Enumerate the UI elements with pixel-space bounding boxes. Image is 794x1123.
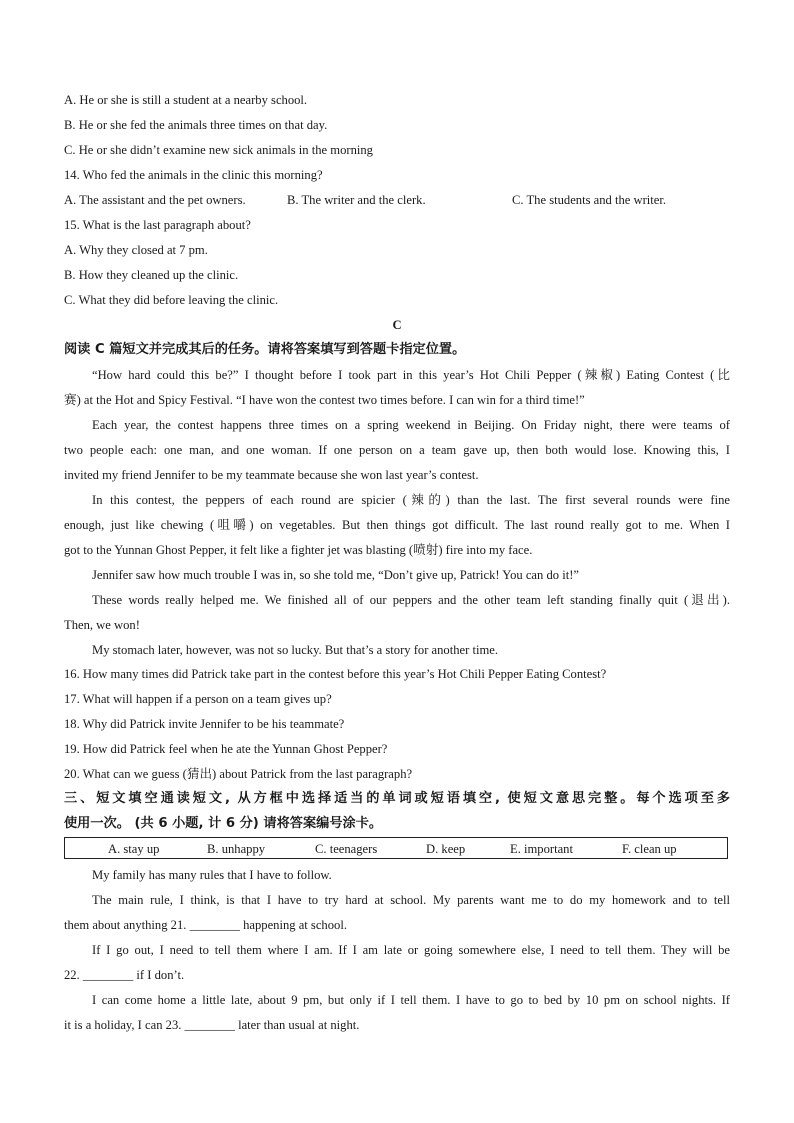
question-17: 17. What will happen if a person on a team gives up? — [64, 692, 332, 706]
q14-option-c: C. The students and the writer. — [512, 193, 667, 207]
q14-option-a: A. The assistant and the pet owners. — [64, 193, 246, 207]
passage-line: “How hard could this be?” I thought before I took part in this year’s Hot Chili Pepper (辣椒) Eating Contest (比 — [92, 368, 730, 382]
q14-option-b: B. The writer and the clerk. — [287, 193, 426, 207]
passage-line: In this contest, the peppers of each round are spicier (辣的) than the last. The first several rounds were fine — [92, 493, 730, 507]
passage-line: invited my friend Jennifer to be my teammate because she won last year’s contest. — [64, 468, 479, 482]
passage-line: two people each: one man, and one woman. If one person on a team gave up, then both would lose. Knowing this, I — [64, 443, 730, 457]
question-16: 16. How many times did Patrick take part in the contest before this year’s Hot Chili Pepper Eating Contest? — [64, 667, 607, 681]
section-c-instruction: 阅读 C 篇短文并完成其后的任务。请将答案填写到答题卡指定位置。 — [64, 342, 466, 357]
q15-option-b: B. How they cleaned up the clinic. — [64, 268, 239, 282]
passage-line: Then, we won! — [64, 618, 140, 632]
q15-option-c: C. What they did before leaving the clinic. — [64, 293, 279, 307]
word-option-f: F. clean up — [622, 842, 677, 856]
passage-line: If I go out, I need to tell them where I am. If I am late or going somewhere else, I need to tell them. They will be — [92, 943, 730, 957]
word-option-b: B. unhappy — [207, 842, 266, 856]
word-option-a: A. stay up — [108, 842, 160, 856]
passage-line: 赛) at the Hot and Spicy Festival. “I have won the contest two times before. I can win for a third time!” — [64, 393, 585, 407]
question-18: 18. Why did Patrick invite Jennifer to be his teammate? — [64, 717, 345, 731]
q13-option-a: A. He or she is still a student at a nearby school. — [64, 93, 308, 107]
passage-line: These words really helped me. We finished all of our peppers and the other team left standing finally quit (退出). — [92, 593, 730, 607]
q13-option-b: B. He or she fed the animals three times on that day. — [64, 118, 328, 132]
question-19: 19. How did Patrick feel when he ate the Yunnan Ghost Pepper? — [64, 742, 388, 756]
q15-question: 15. What is the last paragraph about? — [64, 218, 251, 232]
q14-question: 14. Who fed the animals in the clinic this morning? — [64, 168, 323, 182]
word-option-c: C. teenagers — [315, 842, 378, 856]
section-3-heading-cont: 使用一次。 (共 6 小题, 计 6 分) 请将答案编号涂卡。 — [64, 816, 383, 831]
passage-line: My stomach later, however, was not so lucky. But that’s a story for another time. — [92, 643, 498, 657]
passage-line: them about anything 21. ________ happening at school. — [64, 918, 347, 932]
passage-line: The main rule, I think, is that I have to try hard at school. My parents want me to do my homework and to tell — [92, 893, 730, 907]
passage-line: enough, just like chewing (咀嚼) on vegetables. But then things got difficult. The last round really got to me. When I — [64, 518, 730, 532]
section-3-heading: 三、短文填空通读短文, 从方框中选择适当的单词或短语填空, 使短文意思完整。每个选项至多 — [64, 791, 730, 806]
question-20: 20. What can we guess (猜出) about Patrick from the last paragraph? — [64, 767, 413, 781]
q13-option-c: C. He or she didn’t examine new sick animals in the morning — [64, 143, 373, 157]
section-c-letter: C — [392, 318, 402, 332]
passage-line: My family has many rules that I have to follow. — [92, 868, 332, 882]
passage-line: Jennifer saw how much trouble I was in, so she told me, “Don’t give up, Patrick! You can do it!” — [92, 568, 579, 582]
word-bank-box — [64, 837, 728, 859]
q15-option-a: A. Why they closed at 7 pm. — [64, 243, 208, 257]
passage-line: Each year, the contest happens three times on a spring weekend in Beijing. On Friday night, there were teams of — [92, 418, 730, 432]
passage-line: 22. ________ if I don’t. — [64, 968, 185, 982]
passage-line: it is a holiday, I can 23. ________ later than usual at night. — [64, 1018, 360, 1032]
passage-line: got to the Yunnan Ghost Pepper, it felt like a fighter jet was blasting (喷射) fire into my face. — [64, 543, 533, 557]
word-option-d: D. keep — [426, 842, 466, 856]
passage-line: I can come home a little late, about 9 pm, but only if I tell them. I have to go to bed by 10 pm on school nights. If — [92, 993, 730, 1007]
word-option-e: E. important — [510, 842, 573, 856]
